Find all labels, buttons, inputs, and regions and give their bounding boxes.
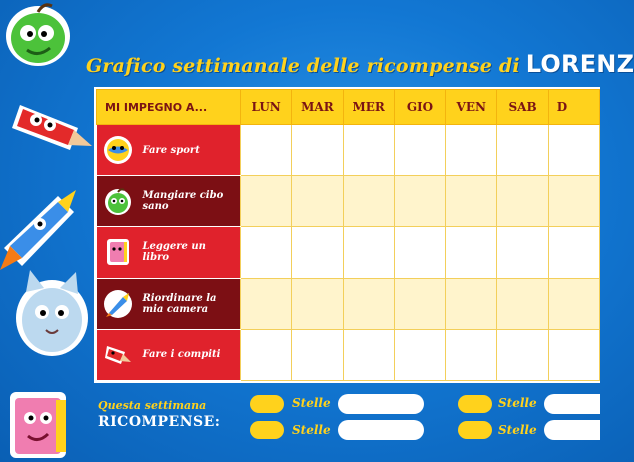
day-cell[interactable] (292, 125, 343, 176)
star-count-pill[interactable] (250, 421, 284, 439)
day-cell[interactable] (343, 176, 394, 227)
day-cell[interactable] (497, 329, 548, 380)
day-cell[interactable] (241, 227, 292, 278)
stelle-label: Stelle (292, 396, 331, 410)
day-tue: MAR (292, 90, 343, 125)
task-cell (97, 227, 241, 278)
star-count-pill[interactable] (458, 395, 492, 413)
reward-input[interactable] (338, 420, 424, 440)
star-count-pill[interactable] (250, 395, 284, 413)
day-sat: SAB (497, 90, 548, 125)
day-cell[interactable] (446, 278, 497, 329)
day-cell[interactable] (497, 176, 548, 227)
day-cell[interactable] (394, 329, 445, 380)
day-cell[interactable] (548, 125, 599, 176)
day-cell[interactable] (548, 278, 599, 329)
task-row (97, 329, 600, 380)
task-cell (97, 125, 241, 176)
header-row (97, 90, 600, 125)
day-cell[interactable] (497, 278, 548, 329)
day-cell[interactable] (343, 329, 394, 380)
rewards-title: RICOMPENSE: (98, 414, 221, 430)
apple-sticker-icon (6, 5, 70, 66)
day-fri: VEN (446, 90, 497, 125)
child-name: LORENZ (525, 50, 634, 78)
task-cell (97, 329, 241, 380)
day-cell[interactable] (394, 176, 445, 227)
reward-input[interactable] (544, 420, 600, 440)
day-cell[interactable] (343, 125, 394, 176)
task-label: Fare sport (142, 144, 200, 156)
reward-input[interactable] (544, 394, 600, 414)
header-commitment: MI IMPEGNO A... (97, 90, 241, 125)
day-cell[interactable] (292, 176, 343, 227)
day-thu: GIO (394, 90, 445, 125)
stelle-label: Stelle (498, 396, 537, 410)
day-cell[interactable] (446, 227, 497, 278)
rocket-sticker-icon (0, 190, 76, 270)
pencil-sticker-icon (12, 105, 92, 150)
pencil-icon (103, 340, 133, 370)
task-row (97, 278, 600, 329)
day-cell[interactable] (292, 227, 343, 278)
day-cell[interactable] (548, 329, 599, 380)
task-label: Riordinare la mia camera (142, 292, 217, 315)
stelle-label: Stelle (292, 423, 331, 437)
rewards-label (98, 399, 220, 430)
day-cell[interactable] (446, 125, 497, 176)
task-label: Mangiare cibo sano (142, 190, 224, 213)
book-icon (103, 237, 133, 267)
task-label: Fare i compiti (142, 349, 221, 361)
rocket-icon (103, 289, 133, 319)
day-cell[interactable] (548, 176, 599, 227)
day-cell[interactable] (292, 278, 343, 329)
day-cell[interactable] (446, 329, 497, 380)
cat-sticker-icon (16, 270, 88, 356)
task-row (97, 176, 600, 227)
book-sticker-icon (10, 392, 66, 458)
day-cell[interactable] (343, 227, 394, 278)
day-cell[interactable] (497, 125, 548, 176)
task-row (97, 125, 600, 176)
day-cell[interactable] (446, 176, 497, 227)
day-cell[interactable] (292, 329, 343, 380)
day-cell[interactable] (548, 227, 599, 278)
task-cell (97, 176, 241, 227)
day-cell[interactable] (241, 278, 292, 329)
day-cell[interactable] (497, 227, 548, 278)
day-cell[interactable] (241, 125, 292, 176)
day-wed: MER (343, 90, 394, 125)
day-mon: LUN (241, 90, 292, 125)
globe-icon (103, 135, 133, 165)
rewards-week-label: Questa settimana (98, 399, 207, 412)
sticker-column (0, 0, 100, 462)
apple-icon (103, 186, 133, 216)
chart-title (86, 50, 634, 78)
stelle-label: Stelle (498, 423, 537, 437)
reward-grid (94, 87, 600, 383)
reward-input[interactable] (338, 394, 424, 414)
day-cell[interactable] (343, 278, 394, 329)
day-cell[interactable] (394, 278, 445, 329)
star-count-pill[interactable] (458, 421, 492, 439)
title-prefix: Grafico settimanale delle ricompense di (86, 55, 520, 77)
day-cell[interactable] (241, 329, 292, 380)
day-cell[interactable] (394, 125, 445, 176)
task-row (97, 227, 600, 278)
task-cell (97, 278, 241, 329)
task-label: Leggere un libro (142, 241, 206, 264)
day-sun: D (548, 90, 599, 125)
day-cell[interactable] (241, 176, 292, 227)
day-cell[interactable] (394, 227, 445, 278)
